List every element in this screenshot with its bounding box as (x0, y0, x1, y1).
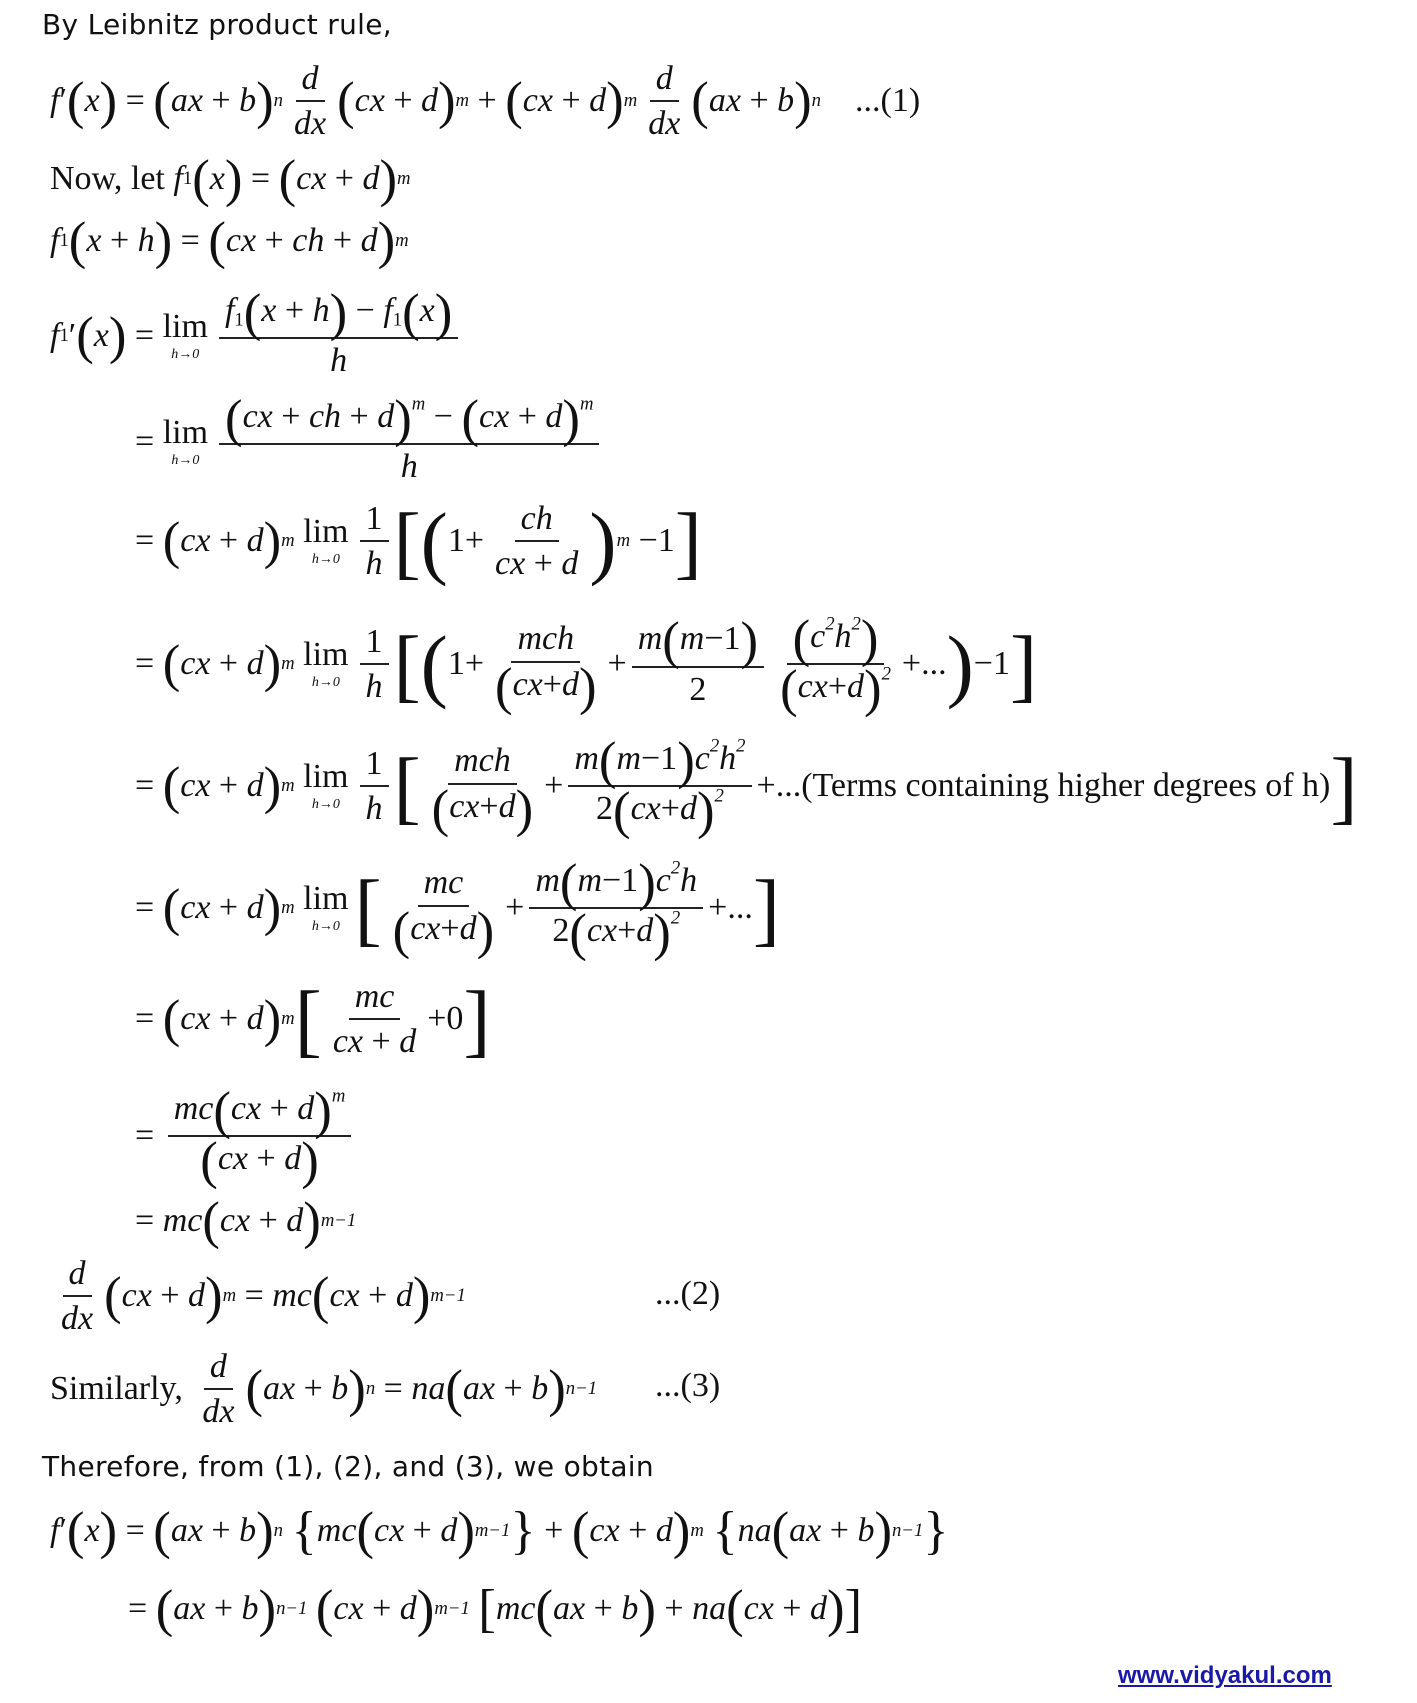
equation-step-divide-h: = ( cx + d ) m lim h→0 [ $\frac{mc}{(cx+d)}$ + $\frac{m(m-1)c^2h}{2(cx+d)^2}$ +... ] (135, 854, 781, 963)
equation-derivative-cx-d: $\frac{d}{dx}$ ( cx + d ) m = mc ( cx + d ) m−1 (61, 1255, 466, 1338)
equation-define-f1: Now, let f 1 ( x ) = ( cx + d ) m (50, 150, 411, 208)
equation-leibnitz-rule: f ′ ( x ) = ( ax + b ) n $\frac{d}{dx}$ ( cx + d ) m + ( cx + d ) m $\frac{d}{dx}$ ( ax + b ) n (50, 60, 822, 143)
footer-website-link[interactable]: www.vidyakul.com (1118, 1662, 1332, 1689)
intro-text: By Leibnitz product rule, (42, 8, 392, 41)
equation-ref-1: ...(1) (855, 82, 921, 119)
equation-final-substitution: f ′ ( x ) = ( ax + b ) n { mc ( cx + d ) m−1 } + ( cx + d ) m { na ( ax + b ) n−1 } (50, 1502, 949, 1560)
equation-derivative-ax-b: Similarly, $\frac{d}{dx}$ ( ax + b ) n = na ( ax + b ) n−1 (50, 1348, 598, 1431)
higher-terms-note: +...(Terms containing higher degrees of h) (756, 767, 1331, 805)
now-let-label: Now, let (50, 160, 165, 198)
similarly-label: Similarly, (50, 1370, 183, 1408)
equation-step-expand: = ( cx + d ) m lim h→0 $\frac{1}{h}$ [ $\frac{\text{mch}}{(cx+d)}$ + $\frac{m(m-1)c^2h^2}{2(cx+d)^2}$ +...(Terms containing higher degrees of h) ] (135, 732, 1358, 841)
equation-step-binomial: = ( cx + d ) m lim h→0 $\frac{1}{h}$ [ ( 1+ $\frac{\text{mch}}{(cx+d)}$ + $\frac{m(m-1)}{2}$ $\frac{(c^2h^2)}{(cx+d)^2}$ +... ) −1 ] (135, 610, 1038, 719)
equation-ref-3: ...(3) (655, 1367, 721, 1404)
therefore-text: Therefore, from (1), (2), and (3), we obtain (42, 1450, 654, 1483)
equation-derivative-definition: f 1 ′ ( x ) = lim h→0 $\frac{f_1(x + h) - f_1(x)}{h}$ (50, 292, 463, 380)
equation-f1-x-plus-h: f 1 ( x + h ) = ( cx + ch + d ) m (50, 212, 409, 270)
equation-final-result: = ( ax + b ) n−1 ( cx + d ) m−1 [ mc ( ax + b ) + na ( cx + d ) ] (128, 1580, 863, 1638)
equation-step-limit-evaluated: = ( cx + d ) m [ $\frac{mc}{cx + d}$ +0 ] (135, 973, 491, 1065)
equation-step-simplify: = $\frac{mc(cx + d)^m}{(cx + d)}$ (135, 1090, 356, 1183)
equation-step-limit-difference: = lim h→0 $\frac{(cx + ch + d)^m - (cx + d)^m}{h}$ (135, 398, 604, 486)
equation-step-factor: = ( cx + d ) m lim h→0 $\frac{1}{h}$ [ ( 1+ $\frac{ch}{cx + d}$ ) m −1 ] (135, 495, 702, 587)
equation-ref-2: ...(2) (655, 1275, 721, 1312)
equation-step-result: = mc ( cx + d ) m−1 (135, 1192, 357, 1250)
